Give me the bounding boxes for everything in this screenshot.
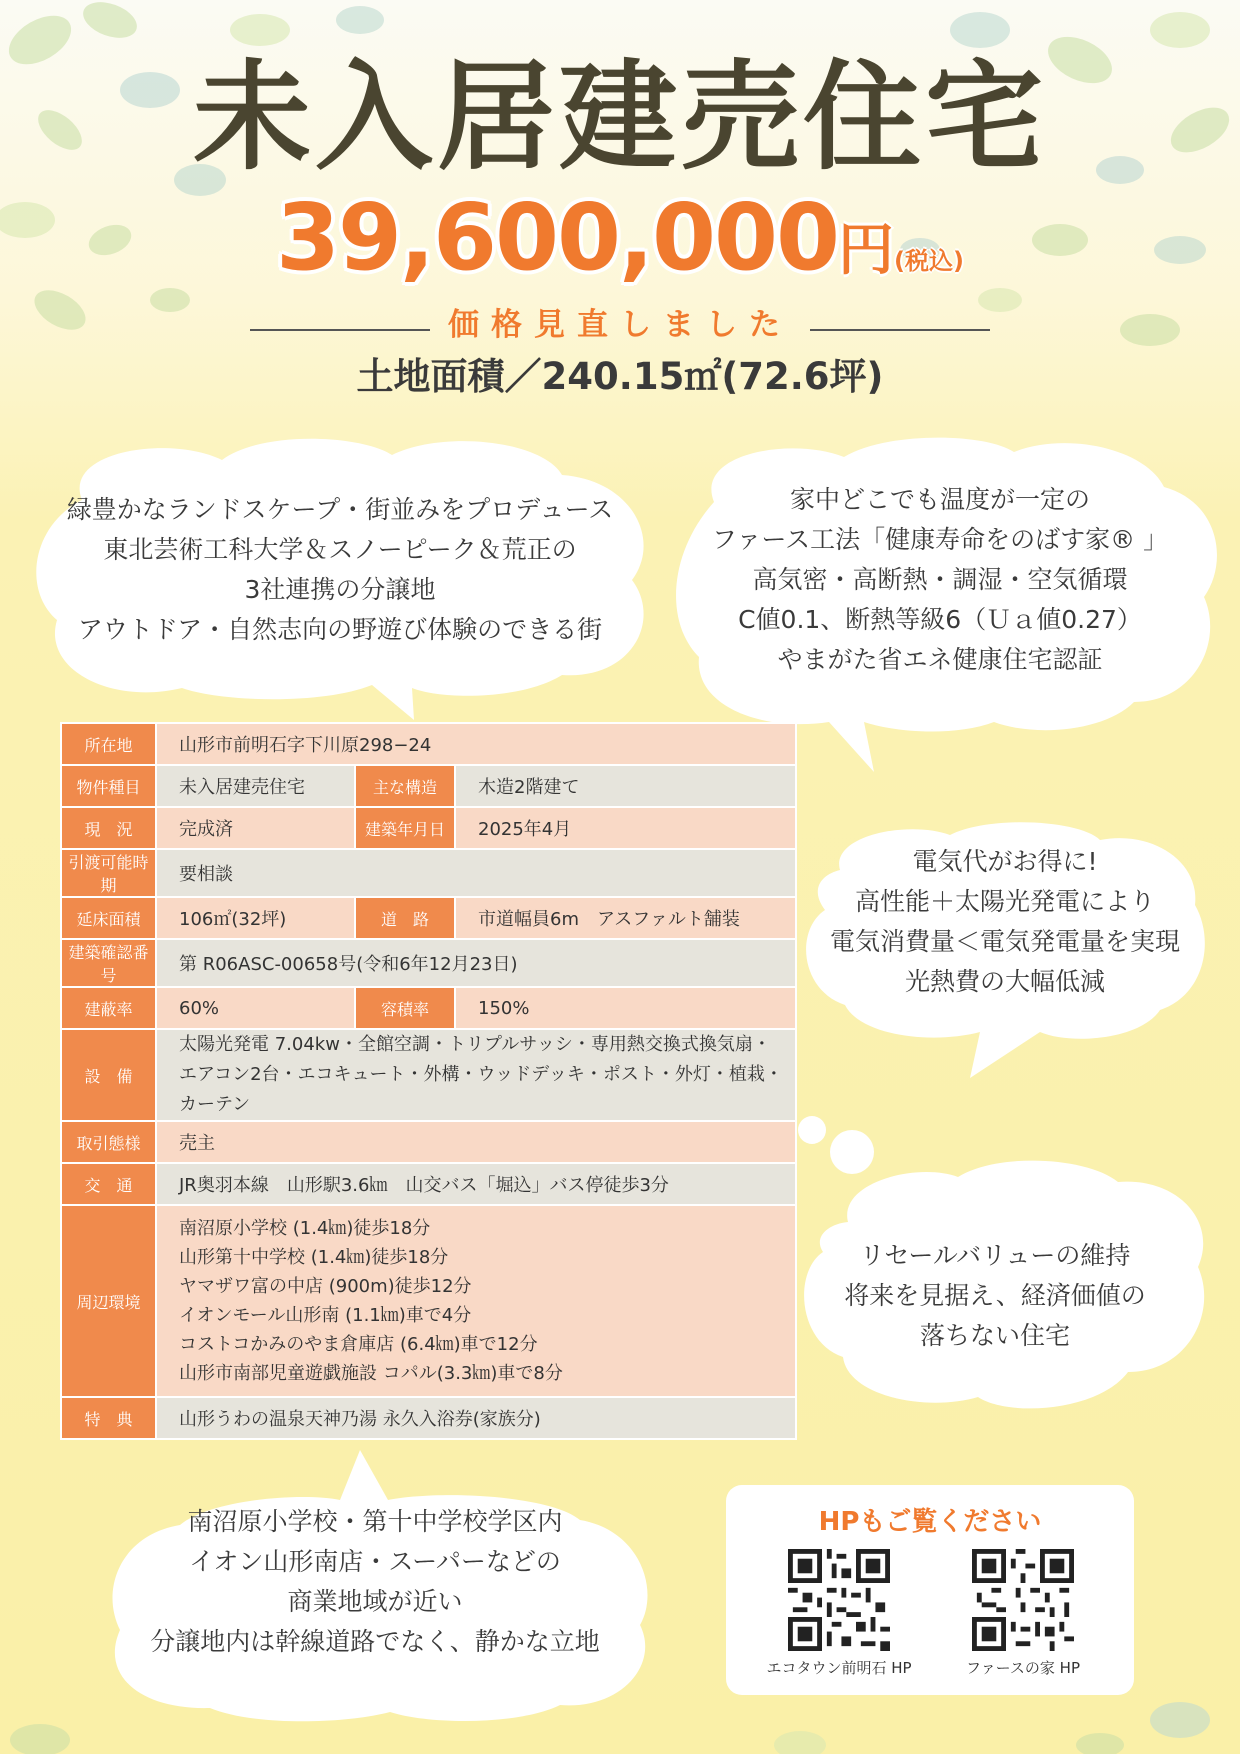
value-road: 市道幅員6m アスファルト舗装 bbox=[455, 897, 796, 939]
table-row bbox=[61, 1163, 796, 1205]
table-row bbox=[61, 807, 796, 849]
tax-note: (税込) bbox=[894, 247, 964, 275]
bubble-line: アウトドア・自然志向の野遊び体験のできる街 bbox=[77, 615, 603, 644]
bubble-school-text bbox=[130, 1502, 620, 1662]
value-built: 2025年4月 bbox=[455, 807, 796, 849]
value-far: 150% bbox=[455, 987, 796, 1029]
table-row bbox=[61, 939, 796, 987]
price bbox=[0, 184, 1240, 314]
bubble-line: やまがた省エネ健康住宅認証 bbox=[777, 645, 1103, 674]
bubble-line: 商業地域が近い bbox=[287, 1587, 463, 1616]
table-row bbox=[61, 897, 796, 939]
environment-line: イオンモール山形南 (1.1㎞)車で4分 bbox=[179, 1305, 472, 1326]
price-unit: 円 bbox=[838, 218, 895, 283]
table-row bbox=[61, 1029, 796, 1121]
value-access: JR奥羽本線 山形駅3.6㎞ 山交バス「堀込」バス停徒歩3分 bbox=[156, 1163, 796, 1205]
bubble-line: 緑豊かなランドスケープ・街並みをプロデュース bbox=[66, 495, 614, 524]
label-floor: 延床面積 bbox=[61, 897, 156, 939]
page-title: 未入居建売住宅 bbox=[192, 48, 1047, 186]
table-row bbox=[61, 849, 796, 897]
value-environment bbox=[156, 1205, 796, 1397]
qr-code-farsu-icon[interactable] bbox=[972, 1549, 1074, 1651]
value-location: 山形市前明石字下川原298−24 bbox=[156, 723, 796, 765]
bubble-line: 高性能＋太陽光発電により bbox=[854, 887, 1155, 916]
value-handover: 要相談 bbox=[156, 849, 796, 897]
environment-line: ヤマザワ富の中店 (900m)徒歩12分 bbox=[179, 1276, 472, 1297]
value-coverage: 60% bbox=[156, 987, 355, 1029]
label-bonus: 特 典 bbox=[61, 1397, 156, 1439]
qr-label-ecotown: エコタウン前明石 HP bbox=[766, 1659, 912, 1677]
bubble-line: 南沼原小学校・第十中学校学区内 bbox=[187, 1507, 563, 1536]
environment-line: 山形市南部児童遊戯施設 コパル(3.3㎞)車で8分 bbox=[179, 1363, 563, 1384]
price-amount: 39,600,000 bbox=[276, 184, 839, 291]
label-built: 建築年月日 bbox=[355, 807, 455, 849]
value-status: 完成済 bbox=[156, 807, 355, 849]
hp-qr-card bbox=[726, 1485, 1134, 1695]
value-permit: 第 R06ASC-00658号(令和6年12月23日) bbox=[156, 939, 796, 987]
value-floor: 106㎡(32坪) bbox=[156, 897, 355, 939]
bubble-landscape-text bbox=[60, 490, 620, 650]
qr-label-farsu: ファースの家 HP bbox=[965, 1659, 1081, 1677]
bubble-resale-text bbox=[820, 1236, 1170, 1356]
table-row bbox=[61, 765, 796, 807]
table-row bbox=[61, 987, 796, 1029]
label-status: 現 況 bbox=[61, 807, 156, 849]
table-row bbox=[61, 1397, 796, 1439]
environment-line: 南沼原小学校 (1.4㎞)徒歩18分 bbox=[179, 1218, 431, 1239]
label-access: 交 通 bbox=[61, 1163, 156, 1205]
label-equipment: 設 備 bbox=[61, 1029, 156, 1121]
bubble-line: 家中どこでも温度が一定の bbox=[789, 485, 1090, 514]
property-spec-table bbox=[60, 722, 797, 1440]
environment-line: 山形第十中学校 (1.4㎞)徒歩18分 bbox=[179, 1247, 449, 1268]
value-equipment bbox=[156, 1029, 796, 1121]
label-structure: 主な構造 bbox=[355, 765, 455, 807]
bubble-line: C値0.1、断熱等級6（Ｕａ値0.27） bbox=[738, 605, 1142, 634]
value-deal: 売主 bbox=[156, 1121, 796, 1163]
bubble-line: 電気消費量＜電気発電量を実現 bbox=[829, 927, 1180, 956]
label-far: 容積率 bbox=[355, 987, 455, 1029]
label-environment: 周辺環境 bbox=[61, 1205, 156, 1397]
table-row bbox=[61, 1205, 796, 1397]
bubble-line: ファース工法「健康寿命をのばす家® 」 bbox=[711, 525, 1169, 554]
table-row bbox=[61, 1121, 796, 1163]
equipment-line: 太陽光発電 7.04kw・全館空調・トリプルサッシ・専用熱交換式換気扇・ bbox=[179, 1034, 771, 1055]
bubble-line: イオン山形南店・スーパーなどの bbox=[189, 1547, 561, 1576]
bubble-line: 分譲地内は幹線道路でなく、静かな立地 bbox=[150, 1627, 600, 1656]
price-revised-text: 価格見直しました bbox=[448, 307, 792, 343]
label-road: 道 路 bbox=[355, 897, 455, 939]
qr-code-ecotown-icon[interactable] bbox=[788, 1549, 890, 1651]
label-location: 所在地 bbox=[61, 723, 156, 765]
label-type: 物件種目 bbox=[61, 765, 156, 807]
bubble-line: 電気代がお得に! bbox=[912, 847, 1098, 876]
bubble-energy-text bbox=[815, 842, 1195, 1002]
equipment-line: エアコン2台・エコキュート・外構・ウッドデッキ・ポスト・外灯・植栽・カーテン bbox=[179, 1064, 783, 1115]
price-revised-banner bbox=[250, 305, 990, 345]
label-permit: 建築確認番号 bbox=[61, 939, 156, 987]
value-type: 未入居建売住宅 bbox=[156, 765, 355, 807]
label-handover: 引渡可能時期 bbox=[61, 849, 156, 897]
bubble-line: 光熱費の大幅低減 bbox=[904, 967, 1105, 996]
bubble-health-text bbox=[690, 480, 1190, 680]
value-structure: 木造2階建て bbox=[455, 765, 796, 807]
bubble-line: 高気密・高断熱・調湿・空気循環 bbox=[752, 565, 1128, 594]
label-coverage: 建蔽率 bbox=[61, 987, 156, 1029]
value-bonus: 山形うわの温泉天神乃湯 永久入浴券(家族分) bbox=[156, 1397, 796, 1439]
hp-title: HPもご覧ください bbox=[818, 1507, 1042, 1537]
bubble-line: 3社連携の分譲地 bbox=[244, 575, 436, 604]
label-deal: 取引態様 bbox=[61, 1121, 156, 1163]
land-area: 土地面積／240.15㎡(72.6坪) bbox=[356, 355, 884, 398]
bubble-line: 将来を見据え、経済価値の bbox=[844, 1281, 1146, 1310]
environment-line: コストコかみのやま倉庫店 (6.4㎞)車で12分 bbox=[179, 1334, 538, 1355]
bubble-line: 東北芸術工科大学＆スノーピーク＆荒正の bbox=[103, 535, 577, 564]
bubble-line: 落ちない住宅 bbox=[919, 1321, 1070, 1350]
bubble-line: リセールバリューの維持 bbox=[859, 1241, 1131, 1270]
table-row bbox=[61, 723, 796, 765]
